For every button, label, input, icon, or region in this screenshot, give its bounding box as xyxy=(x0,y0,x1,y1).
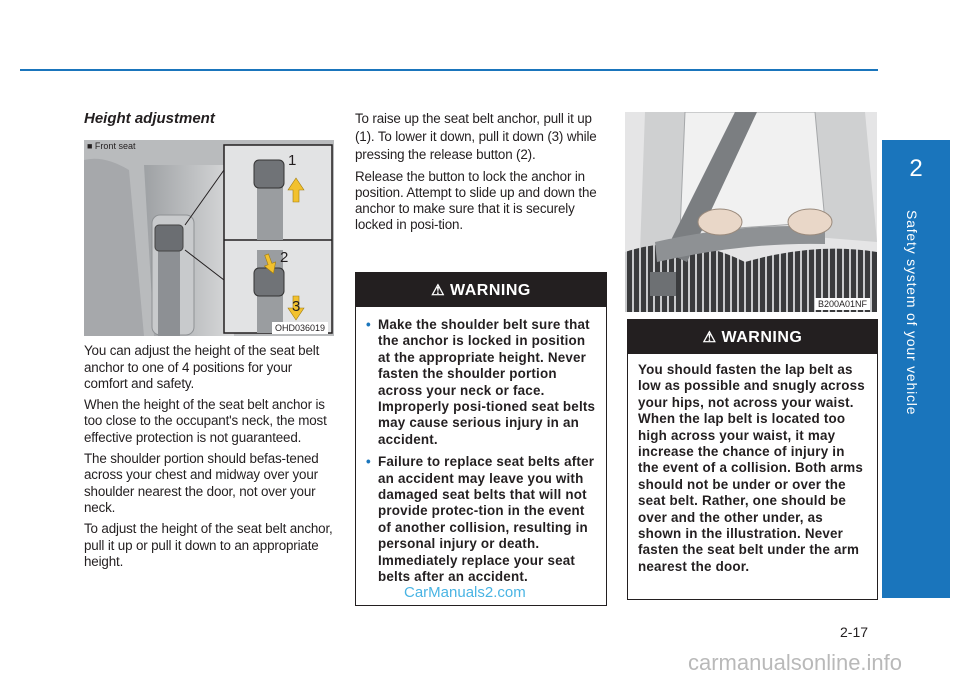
watermark-footer[interactable]: carmanualsonline.info xyxy=(688,650,903,675)
warning-item: • Make the shoulder belt sure that the anchor is locked in position at the appropriate height. Never fasten the shoulder portion across your neck or face. Improperly posi-tioned seat belts may cause serious injury in an accident. xyxy=(366,317,596,447)
warning-box-lap-belt xyxy=(627,319,878,600)
warning-body xyxy=(356,307,606,586)
warning-header xyxy=(356,273,606,307)
warning-icon: ⚠ xyxy=(702,329,717,346)
paragraph: Release the button to lock the anchor in position. Attempt to slide up and down the anchor to make sure that it is securely locked in posi-tion. xyxy=(355,168,597,233)
bullet-icon: • xyxy=(366,454,371,470)
warning-title: WARNING xyxy=(721,329,803,346)
warning-icon: ⚠ xyxy=(431,282,446,299)
paragraph: To raise up the seat belt anchor, pull it up (1). To lower it down, pull it down (3) while pressing the release button (2). xyxy=(355,111,597,163)
warning-body xyxy=(628,354,877,575)
figure-code: B200A01NF xyxy=(815,298,870,310)
callout-3: 3 xyxy=(292,298,301,315)
callout-2: 2 xyxy=(280,249,289,266)
left-body xyxy=(84,343,336,575)
left-column xyxy=(84,110,334,135)
warning-box-anchor xyxy=(355,272,607,606)
callout-1: 1 xyxy=(288,152,297,169)
section-heading: Height adjustment xyxy=(84,110,215,127)
figure-label: ■ Front seat xyxy=(87,141,136,151)
chapter-title: Safety system of your vehicle xyxy=(904,210,920,416)
paragraph: When the height of the seat belt anchor is too close to the occupant's neck, the most effective protection is not guaranteed. xyxy=(84,396,327,445)
figure-code: OHD036019 xyxy=(272,322,328,334)
anchor-figure xyxy=(84,140,334,336)
chapter-number: 2 xyxy=(909,155,923,182)
warning-item: • Failure to replace seat belts after an accident may leave you with damaged seat belts that will not provide protec-tion in the event of another collision, resulting in personal injury or death. Immediately replace your seat belts after an accident. xyxy=(366,454,595,585)
lap-belt-figure xyxy=(625,112,877,312)
bullet-icon: • xyxy=(366,317,371,332)
page-number: 2-17 xyxy=(840,624,869,640)
header-rule xyxy=(20,69,878,71)
watermark-link[interactable]: CarManuals2.com xyxy=(404,584,526,601)
chapter-tab[interactable] xyxy=(882,140,950,598)
paragraph: The shoulder portion should befas-tened across your chest and midway over your shoulder nearest the door, not over your neck. xyxy=(84,450,319,516)
paragraph: To adjust the height of the seat belt anchor, pull it up or pull it down to an appropriate height. xyxy=(84,520,333,570)
middle-column xyxy=(355,110,605,237)
lap-belt-illustration xyxy=(625,112,877,312)
warning-header xyxy=(628,320,877,354)
paragraph: You can adjust the height of the seat belt anchor to one of 4 positions for your comfort and safety. xyxy=(84,343,320,392)
warning-text: You should fasten the lap belt as low as possible and snugly across your hips, not across your waist. When the lap belt is located too high across your waist, it may increase the chance of injury in the event of a collision. Both arms should not be under or over the seat belt. Rather, one should be over and the other under, as shown in the illustration. Never fasten the seat belt under the arm nearest the door. xyxy=(638,362,865,574)
warning-title: WARNING xyxy=(450,282,531,299)
